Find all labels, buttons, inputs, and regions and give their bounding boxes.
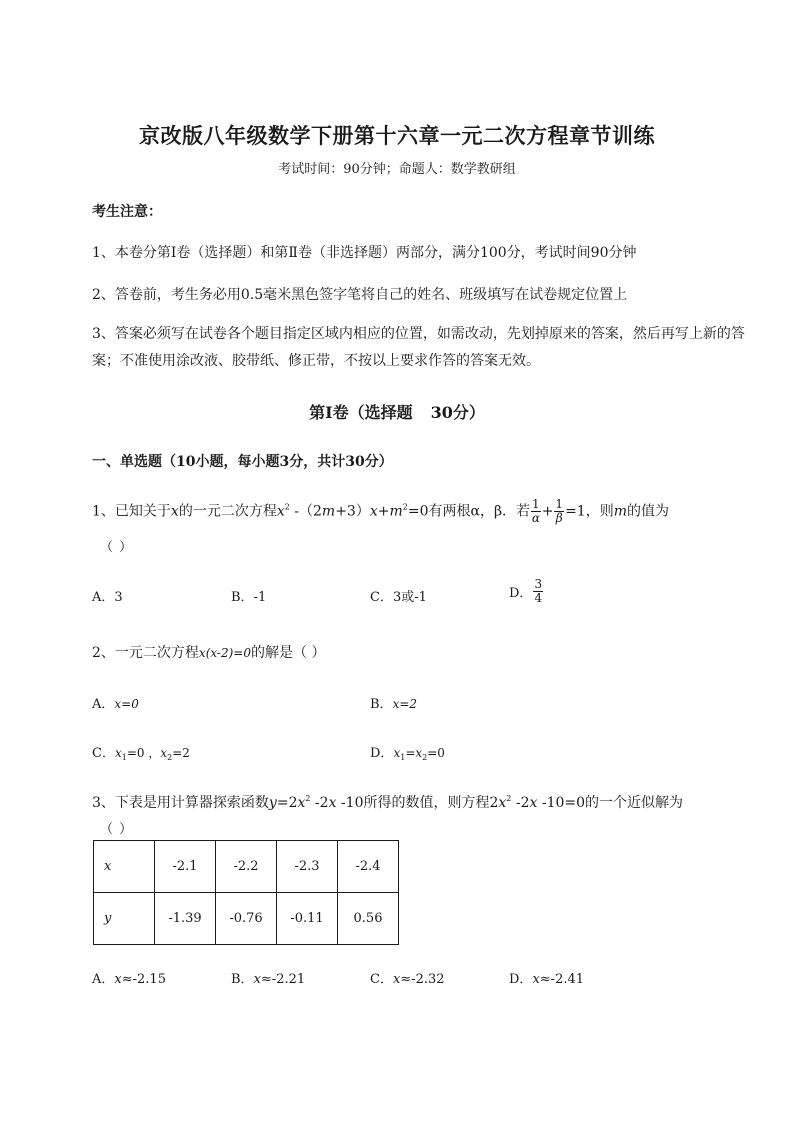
- question-3: [92, 792, 683, 812]
- option-label: D．: [509, 586, 533, 601]
- option-label: C．: [92, 746, 115, 761]
- option-math: =0 ，: [126, 746, 161, 760]
- answer-blank: （ ）: [100, 540, 134, 555]
- q1-eq: +: [377, 503, 390, 520]
- q1-eq-var: x: [369, 503, 378, 520]
- q1-option-a[interactable]: A．3: [92, 590, 123, 605]
- option-sub: 2: [422, 753, 428, 762]
- q1-text: =1，则: [565, 503, 614, 520]
- option-math: x: [114, 746, 122, 760]
- option-label: B．: [370, 697, 393, 712]
- q1-eq-var: m: [389, 503, 403, 520]
- frac-den: β: [555, 511, 563, 525]
- q3-text: -10=0的一个近似解为: [537, 795, 684, 811]
- q3-var: x: [529, 795, 538, 811]
- q1-option-b[interactable]: B．-1: [231, 590, 267, 605]
- table-cell: 0.56: [338, 893, 399, 945]
- q1-exp: 2: [402, 502, 408, 512]
- table-cell: -2.2: [216, 841, 277, 893]
- q3-exp: 2: [506, 794, 512, 803]
- option-math: =2: [172, 746, 190, 760]
- page-title: 京改版八年级数学下册第十六章一元二次方程章节训练: [139, 123, 655, 148]
- q2-text: 的解是（ ）: [251, 645, 326, 661]
- notes-heading: 考生注意：: [92, 204, 162, 220]
- q3-eq: =2: [276, 795, 298, 811]
- option-value: ≈-2.15: [121, 972, 166, 987]
- option-label: B．: [231, 972, 254, 987]
- table-cell: -1.39: [155, 893, 216, 945]
- frac-num: 1: [555, 497, 564, 511]
- q1-eq: +3）: [335, 503, 370, 520]
- option-label: A．: [92, 697, 115, 712]
- q2-option-b[interactable]: [370, 693, 417, 712]
- frac-den: 4: [534, 591, 543, 605]
- q3-option-a[interactable]: [92, 968, 166, 987]
- q2-option-c[interactable]: [92, 742, 190, 762]
- option-math: x: [114, 972, 122, 987]
- option-math: x: [393, 746, 401, 760]
- option-label: D．: [370, 746, 394, 761]
- q3-option-b[interactable]: [231, 968, 305, 987]
- part-heading: [0, 400, 794, 423]
- exam-info: 考试时间：90分钟；命题人：数学教研组: [278, 162, 516, 177]
- question-2: [92, 642, 325, 662]
- option-math: x=0: [114, 697, 139, 711]
- answer-blank: （ ）: [100, 822, 134, 837]
- part-score: 30分）: [430, 403, 485, 422]
- q3-var: x: [328, 795, 337, 811]
- q1-var: x: [170, 503, 179, 520]
- table-cell: -2.3: [277, 841, 338, 893]
- q1-text: 1、已知关于: [92, 503, 171, 520]
- q1-text: 的值为: [626, 503, 669, 520]
- q3-eq: -2: [511, 795, 530, 811]
- q1-plus: +: [541, 503, 554, 520]
- q1-eq-var: x: [276, 503, 285, 520]
- section-heading: 一、单选题（10小题，每小题3分，共计30分）: [92, 454, 393, 470]
- option-sub: 1: [121, 753, 127, 762]
- option-math: x=2: [392, 697, 418, 711]
- option-math: x: [392, 972, 401, 987]
- table-cell: -0.11: [277, 893, 338, 945]
- q3-var: x: [498, 795, 507, 811]
- option-label: C．: [370, 972, 393, 987]
- question-1: [92, 498, 669, 525]
- q2-option-d[interactable]: [370, 742, 445, 762]
- table-cell: -0.76: [216, 893, 277, 945]
- row-label-x: x: [94, 841, 155, 893]
- part-label: 第I卷（选择题: [309, 403, 413, 422]
- q3-eq: -2: [310, 795, 329, 811]
- option-sub: 1: [400, 753, 406, 762]
- option-label: A．: [92, 972, 115, 987]
- option-math: x: [160, 746, 168, 760]
- option-value: ≈-2.21: [260, 972, 306, 987]
- table-cell: -2.1: [155, 841, 216, 893]
- q1-fraction-beta: [554, 498, 564, 525]
- q3-option-d[interactable]: [509, 968, 584, 987]
- option-value: ≈-2.41: [539, 972, 585, 987]
- q1-option-c[interactable]: C．3或-1: [370, 590, 427, 605]
- option-math: =0: [427, 746, 445, 760]
- option-sub: 2: [167, 753, 173, 762]
- option-math: x: [253, 972, 261, 987]
- q3-text: 3、下表是用计算器探索函数: [92, 795, 269, 811]
- q1-exp: 2: [284, 502, 290, 512]
- q1-text: 的一元二次方程: [178, 503, 277, 520]
- q2-equation: x(x-2)=0: [198, 646, 251, 660]
- q3-var: y: [268, 795, 277, 811]
- q1-var: m: [613, 503, 627, 520]
- q2-option-a[interactable]: [92, 693, 139, 712]
- q3-var: x: [297, 795, 306, 811]
- option-math: =: [405, 746, 416, 760]
- table-row: [94, 841, 399, 893]
- option-math: x: [415, 746, 423, 760]
- note-item: 1、本卷分第I卷（选择题）和第Ⅱ卷（非选择题）两部分，满分100分，考试时间90分钟: [92, 245, 637, 261]
- note-item: 2、答卷前，考生务必用0.5毫米黑色签字笔将自己的姓名、班级填写在试卷规定位置上: [92, 287, 628, 303]
- q3-text: -10所得的数值，则方程2: [336, 795, 499, 811]
- q1-eq-var: m: [321, 503, 336, 520]
- frac-num: 3: [534, 577, 543, 591]
- q1-option-d[interactable]: [509, 578, 544, 605]
- table-cell: -2.4: [338, 841, 399, 893]
- table-row: [94, 893, 399, 945]
- q2-text: 2、一元二次方程: [92, 645, 199, 661]
- q1-option-d-fraction: [533, 578, 543, 605]
- q1-eq: =0有两根α，β．若: [407, 503, 531, 520]
- option-label: D．: [509, 972, 533, 987]
- option-value: ≈-2.32: [400, 972, 445, 987]
- value-table: [93, 840, 399, 945]
- q3-option-c[interactable]: [370, 968, 445, 987]
- option-math: x: [532, 972, 540, 987]
- note-item: 3、答案必须写在试卷各个题目指定区域内相应的位置，如需改动，先划掉原来的答案，然后再写上新的答案；不准使用涂改液、胶带纸、修正带，不按以上要求作答的答案无效。: [92, 326, 745, 369]
- frac-den: α: [531, 511, 540, 525]
- q3-exp: 2: [305, 794, 311, 803]
- frac-num: 1: [532, 497, 540, 511]
- row-label-y: y: [94, 893, 155, 945]
- q1-eq: -（2: [289, 503, 322, 520]
- q1-fraction-alpha: [531, 498, 541, 525]
